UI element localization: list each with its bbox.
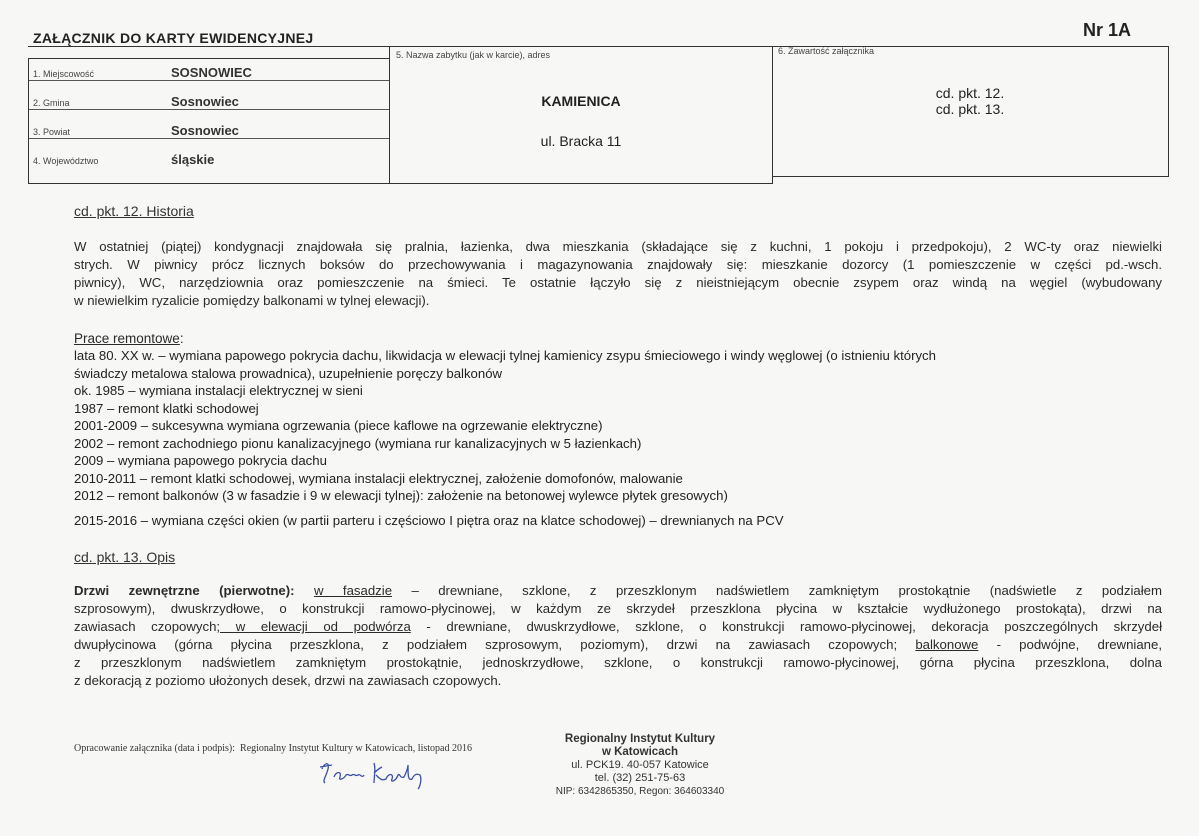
historia-line: W ostatniej (piątej) kondygnacji znajdowała się pralnia, łazienka, dwa mieszkania (składające się z kuchni, 1 pokoju i przedpokoju), 2 WC-ty oraz niewielki (74, 239, 1162, 254)
field-label-zawartosc: 6. Zawartość załącznika (778, 46, 875, 56)
institution-stamp (540, 733, 740, 798)
renovation-item: 2012 – remont balkonów (3 w fasadzie i 9 w elewacji tylnej): założenie na betonowej wylewce płytek gresowych) (74, 488, 728, 503)
renovation-item: 2002 – remont zachodniego pionu kanalizacyjnego (wymiana rur kanalizacyjnych w 5 łazienkach) (74, 435, 642, 451)
stamp-line: tel. (32) 251-75-63 (594, 772, 686, 784)
opis-line: dwupłycinowa (górna płycina przeszklona, z podziałem szprosowym, poziomym), drzwi na zawiasach czopowych; balkonowe - podwójne, drewniane, (74, 637, 1163, 652)
attachment-contents-item: cd. pkt. 13. (935, 101, 1005, 117)
field-label-nazwa: 5. Nazwa zabytku (jak w karcie), adres (396, 50, 551, 60)
signature-scribble (316, 755, 436, 791)
historia-heading: cd. pkt. 12. Historia (74, 203, 194, 219)
renovation-item: 1987 – remont klatki schodowej (74, 400, 259, 416)
attachment-contents-list (772, 85, 1168, 117)
opis-paragraph (74, 582, 1162, 690)
opis-line: Drzwi zewnętrzne (pierwotne): w fasadzie – drewniane, szklone, z przeszklonym nadświetlem zamkniętym prostokątnie (nadświetle z podziałem (74, 583, 1162, 598)
location-fields-box (28, 58, 390, 184)
renovation-item: 2010-2011 – remont klatki schodowej, wymiana instalacji elektrycznej, założenie domofonów, malowanie (74, 470, 683, 486)
prace-heading-colon: : (179, 331, 184, 346)
document-number: Nr 1A (1083, 20, 1132, 40)
field-label-miejscowosc: 1. Miejscowość (33, 69, 95, 79)
renovation-item: ok. 1985 – wymiana instalacji elektrycznej w sieni (74, 383, 363, 398)
stamp-line: ul. PCK19. 40-057 Katowice (571, 759, 709, 771)
opis-line: z dekoracją z poziomo ułożonych desek, drzwi na zawiasach czopowych. (74, 673, 502, 688)
handwritten-signature (316, 755, 436, 796)
monument-address: ul. Bracka 11 (540, 133, 622, 149)
prace-heading-text: Prace remontowe (74, 331, 180, 346)
prepared-value: Regionalny Instytut Kultury w Katowicach, listopad 2016 (240, 743, 472, 754)
field-label-powiat: 3. Powiat (33, 127, 71, 137)
prace-heading (74, 330, 184, 348)
field-value-miejscowosc: SOSNOWIEC (171, 65, 252, 80)
field-value-powiat: Sosnowiec (171, 123, 239, 138)
field-label-gmina: 2. Gmina (33, 98, 70, 108)
attachment-contents-box (772, 46, 1169, 177)
monument-name-box (389, 46, 773, 184)
stamp-line: NIP: 6342865350, Regon: 364603340 (555, 786, 725, 797)
stamp-line: w Katowicach (601, 746, 679, 758)
opis-line: szprosowym), dwuskrzydłowe, o konstrukcji ramowo-płycinowej, w każdym ze skrzydeł przeszklona płycina w kształcie wydłużonego prostokąta), drzwi na (74, 601, 1162, 616)
opis-podworze-label: ; w elewacji od podwórza (216, 619, 411, 634)
historia-paragraph (74, 238, 1162, 310)
historia-line: strych. W piwnicy prócz licznych boksów do przechowywania i magazynowania znajdowały się: mieszkanie dozorcy (1 pomieszczenie w części pd.-wsch. (74, 257, 1162, 272)
opis-heading: cd. pkt. 13. Opis (74, 549, 176, 565)
monument-name: KAMIENICA (541, 93, 621, 109)
prepared-by (74, 743, 472, 754)
field-value-gmina: Sosnowiec (171, 94, 239, 109)
opis-line: z przeszklonym nadświetlem zamkniętym prostokątnie, jednoskrzydłowe, szklone, o konstrukcji ramowo-płycinowej, górna płycina przeszklona, dolna (74, 655, 1162, 670)
historia-line: piwnicy), WC, narzędziownia oraz pomieszczenie na śmieci. Te ostatnie łączyło się z nieistniejącym obecnie zsypem oraz windą na węgiel (wybudowany (74, 275, 1162, 290)
opis-doors-heading: Drzwi zewnętrzne (pierwotne): (74, 583, 295, 598)
renovation-item: 2015-2016 – wymiana części okien (w partii parteru i częściowo I piętra oraz na klatce schodowej) – drewnianych na PCV (74, 512, 784, 528)
field-label-wojewodztwo: 4. Województwo (33, 156, 99, 166)
stamp-line: Regionalny Instytut Kultury (564, 733, 716, 745)
attachment-contents-item: cd. pkt. 12. (935, 85, 1005, 101)
renovation-item: świadczy metalowa stalowa prowadnica), uzupełnienie poręczy balkonów (74, 365, 503, 381)
renovation-item: 2009 – wymiana papowego pokrycia dachu (74, 453, 327, 468)
prepared-label: Opracowanie załącznika (data i podpis): (74, 743, 236, 754)
document-title: ZAŁĄCZNIK DO KARTY EWIDENCYJNEJ (33, 30, 314, 46)
historia-line: w niewielkim ryzalicie pomiędzy balkonami w tylnej elewacji). (74, 293, 430, 308)
opis-balkonowe-label: balkonowe (915, 637, 979, 652)
opis-fasada-label: w fasadzie (313, 583, 393, 598)
field-value-wojewodztwo: śląskie (171, 152, 215, 167)
renovation-list (74, 347, 936, 529)
renovation-item: 2001-2009 – sukcesywna wymiana ogrzewania (piece kaflowe na ogrzewanie elektryczne) (74, 418, 603, 433)
opis-line: zawiasach czopowych; w elewacji od podwórza - drewniane, dwuskrzydłowe, szklone, o konstrukcji ramowo-płycinowej, dekoracja poszczególnych skrzydeł (74, 619, 1163, 634)
renovation-item: lata 80. XX w. – wymiana papowego pokrycia dachu, likwidacja w elewacji tylnej kamienicy zsypu śmieciowego i windy węglowej (o istnieniu których (74, 348, 936, 363)
